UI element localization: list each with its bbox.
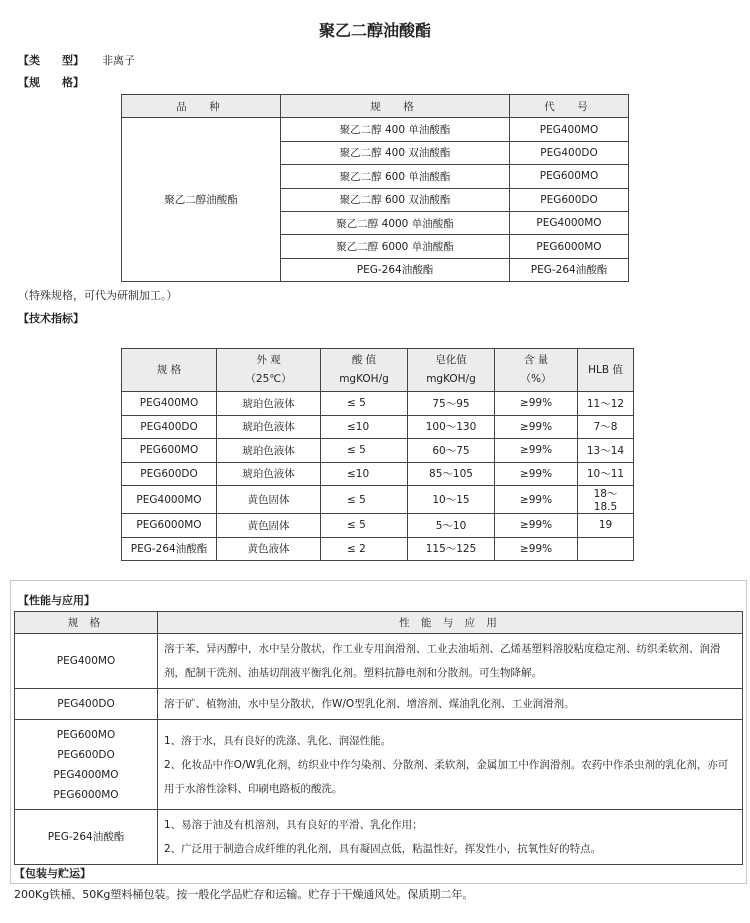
- storage-section-heading: 【包装与贮运】: [14, 867, 91, 880]
- code-cell: PEG-264油酸酯: [510, 258, 629, 281]
- table-row: [15, 810, 743, 865]
- tech-content-cell: ≥99%: [495, 439, 578, 463]
- tech-header-saponification: [408, 349, 495, 392]
- desc-line: 1、易溶于油及有机溶剂，具有良好的平滑、乳化作用；: [164, 819, 423, 831]
- tech-spec-cell: PEG600DO: [122, 462, 217, 486]
- model-name: PEG400MO: [56, 655, 116, 667]
- spec-cell: 聚乙二醇 6000 单油酸酯: [281, 235, 510, 258]
- tech-appearance-cell: 黄色固体: [217, 514, 321, 538]
- type-value: 非离子: [102, 54, 135, 67]
- code-cell: PEG600DO: [510, 188, 629, 211]
- tech-hlb-cell: 18～18.5: [578, 486, 634, 514]
- spec-label: 【规 格】: [18, 76, 84, 89]
- table-row: [122, 514, 634, 538]
- tech-content-cell: ≥99%: [495, 392, 578, 416]
- header-line: （25℃）: [245, 373, 292, 385]
- header-line: 皂化值: [435, 354, 467, 366]
- spec-cell: 聚乙二醇 600 双油酸酯: [281, 188, 510, 211]
- app-model-cell: [15, 810, 158, 865]
- tech-acid-cell: ≤ 5: [321, 486, 408, 514]
- header-line: 外 观: [256, 354, 281, 366]
- app-model-cell: [15, 689, 158, 720]
- spec-cell: 聚乙二醇 400 双油酸酯: [281, 141, 510, 164]
- tech-acid-cell: ≤ 2: [321, 537, 408, 561]
- spec-cell: 聚乙二醇 4000 单油酸酯: [281, 211, 510, 234]
- code-cell: PEG400DO: [510, 141, 629, 164]
- table-row: [15, 634, 743, 689]
- code-cell: PEG400MO: [510, 118, 629, 141]
- tech-content-cell: ≥99%: [495, 514, 578, 538]
- tech-table-header: [122, 349, 634, 392]
- table-row: [122, 118, 629, 141]
- spec-cell: 聚乙二醇 400 单油酸酯: [281, 118, 510, 141]
- table-row: [122, 462, 634, 486]
- tech-spec-cell: PEG4000MO: [122, 486, 217, 514]
- model-name: PEG4000MO: [53, 768, 119, 781]
- spec-section-heading: [18, 74, 102, 90]
- tech-acid-cell: ≤ 5: [321, 392, 408, 416]
- tech-content-cell: ≥99%: [495, 537, 578, 561]
- tech-content-cell: ≥99%: [495, 415, 578, 439]
- model-name: PEG600DO: [57, 748, 115, 761]
- model-name: PEG400DO: [57, 698, 115, 710]
- tech-hlb-cell: 7～8: [578, 415, 634, 439]
- tech-appearance-cell: 黄色固体: [217, 486, 321, 514]
- tech-appearance-cell: 琥珀色液体: [217, 462, 321, 486]
- tech-hlb-cell: 19: [578, 514, 634, 538]
- tech-appearance-cell: 琥珀色液体: [217, 415, 321, 439]
- type-row: [18, 52, 135, 68]
- tech-spec-cell: PEG-264油酸酯: [122, 537, 217, 561]
- model-name: PEG6000MO: [53, 788, 119, 801]
- desc-line: 2、广泛用于制造合成纤维的乳化剂，具有凝固点低，粘温性好，挥发性小，抗氧性好的特点。: [164, 843, 602, 855]
- tech-header-hlb: HLB 值: [578, 349, 634, 392]
- tech-appearance-cell: 琥珀色液体: [217, 392, 321, 416]
- table-row: [15, 689, 743, 720]
- tech-sap-cell: 75～95: [408, 392, 495, 416]
- table-row: [122, 439, 634, 463]
- tech-acid-cell: ≤ 5: [321, 439, 408, 463]
- tech-header-acid: [321, 349, 408, 392]
- tech-header-appearance: [217, 349, 321, 392]
- tech-table: [121, 348, 634, 561]
- app-section-heading: 【性能与应用】: [18, 594, 95, 607]
- spec-table: [121, 94, 629, 282]
- tech-sap-cell: 100～130: [408, 415, 495, 439]
- app-desc-cell: [158, 634, 743, 689]
- tech-spec-cell: PEG400MO: [122, 392, 217, 416]
- desc-line: 1、溶于水，具有良好的洗涤、乳化、润湿性能。: [164, 734, 392, 747]
- table-row: [122, 392, 634, 416]
- spec-table-header: [122, 95, 629, 118]
- tech-sap-cell: 10～15: [408, 486, 495, 514]
- tech-sap-cell: 115～125: [408, 537, 495, 561]
- app-desc-cell: [158, 689, 743, 720]
- tech-hlb-cell: 13～14: [578, 439, 634, 463]
- table-row: [122, 415, 634, 439]
- tech-appearance-cell: 琥珀色液体: [217, 439, 321, 463]
- app-model-cell: [15, 634, 158, 689]
- tech-content-cell: ≥99%: [495, 486, 578, 514]
- tech-header-content: [495, 349, 578, 392]
- spec-header-code: 代 号: [510, 95, 629, 118]
- header-line: 含 量: [523, 354, 549, 366]
- header-line: mgKOH/g: [339, 373, 389, 385]
- desc-line: 2、化妆品中作O/W乳化剂，纺织业中作匀染剂、分散剂、柔软剂，金属加工中作润滑剂。农药中作杀虫剂的乳化剂，亦可用于水溶性涂料、印刷电路板的酸洗。: [164, 758, 729, 795]
- header-line: mgKOH/g: [426, 373, 476, 385]
- tech-spec-cell: PEG400DO: [122, 415, 217, 439]
- app-desc-cell: [158, 810, 743, 865]
- desc-line: 溶于苯、异丙醇中，水中呈分散状，作工业专用润滑剂、工业去油垢剂、乙烯基塑料溶胶粘度稳定剂、纺织柔软剂、润滑剂，配制干洗剂、油基切削液平衡乳化剂。塑料抗静电剂和分散剂。可生物降解。: [164, 643, 721, 679]
- tech-hlb-cell: 10～11: [578, 462, 634, 486]
- application-table: [14, 611, 743, 865]
- table-row: [15, 720, 743, 810]
- storage-text: 200Kg铁桶、50Kg塑料桶包装。按一般化学品贮存和运输。贮存于干燥通风处。保质期二年。: [14, 888, 474, 901]
- tech-spec-cell: PEG600MO: [122, 439, 217, 463]
- table-row: [122, 486, 634, 514]
- tech-header-spec: 规 格: [122, 349, 217, 392]
- spec-product-cell: 聚乙二醇油酸酯: [122, 118, 281, 282]
- tech-sap-cell: 60～75: [408, 439, 495, 463]
- model-name: PEG600MO: [56, 728, 116, 741]
- code-cell: PEG4000MO: [510, 211, 629, 234]
- tech-sap-cell: 85～105: [408, 462, 495, 486]
- app-header-spec: 规 格: [15, 612, 158, 634]
- type-label: 【类 型】: [18, 54, 84, 67]
- app-desc-cell: [158, 720, 743, 810]
- page-title: 聚乙二醇油酸酯: [318, 21, 431, 40]
- app-header-performance: 性 能 与 应 用: [158, 612, 743, 634]
- tech-acid-cell: ≤ 5: [321, 514, 408, 538]
- tech-acid-cell: ≤10: [321, 462, 408, 486]
- model-name: PEG-264油酸酯: [47, 831, 125, 843]
- app-table-header: [15, 612, 743, 634]
- tech-sap-cell: 5～10: [408, 514, 495, 538]
- tech-hlb-cell: 11～12: [578, 392, 634, 416]
- tech-appearance-cell: 黄色液体: [217, 537, 321, 561]
- app-model-cell: [15, 720, 158, 810]
- spec-cell: PEG-264油酸酯: [281, 258, 510, 281]
- tech-hlb-cell: [578, 537, 634, 561]
- spec-cell: 聚乙二醇 600 单油酸酯: [281, 165, 510, 188]
- tech-section-heading: 【技术指标】: [18, 312, 84, 325]
- code-cell: PEG6000MO: [510, 235, 629, 258]
- special-note: （特殊规格，可代为研制加工。）: [18, 289, 178, 302]
- code-cell: PEG600MO: [510, 165, 629, 188]
- tech-acid-cell: ≤10: [321, 415, 408, 439]
- spec-header-product: 品 种: [122, 95, 281, 118]
- header-line: （%）: [520, 373, 552, 385]
- tech-content-cell: ≥99%: [495, 462, 578, 486]
- desc-line: 溶于矿、植物油，水中呈分散状，作W/O型乳化剂、增溶剂、煤油乳化剂、工业润滑剂。: [164, 698, 575, 710]
- spec-header-spec: 规 格: [281, 95, 510, 118]
- table-row: [122, 537, 634, 561]
- header-line: 酸 值: [351, 354, 377, 366]
- tech-spec-cell: PEG6000MO: [122, 514, 217, 538]
